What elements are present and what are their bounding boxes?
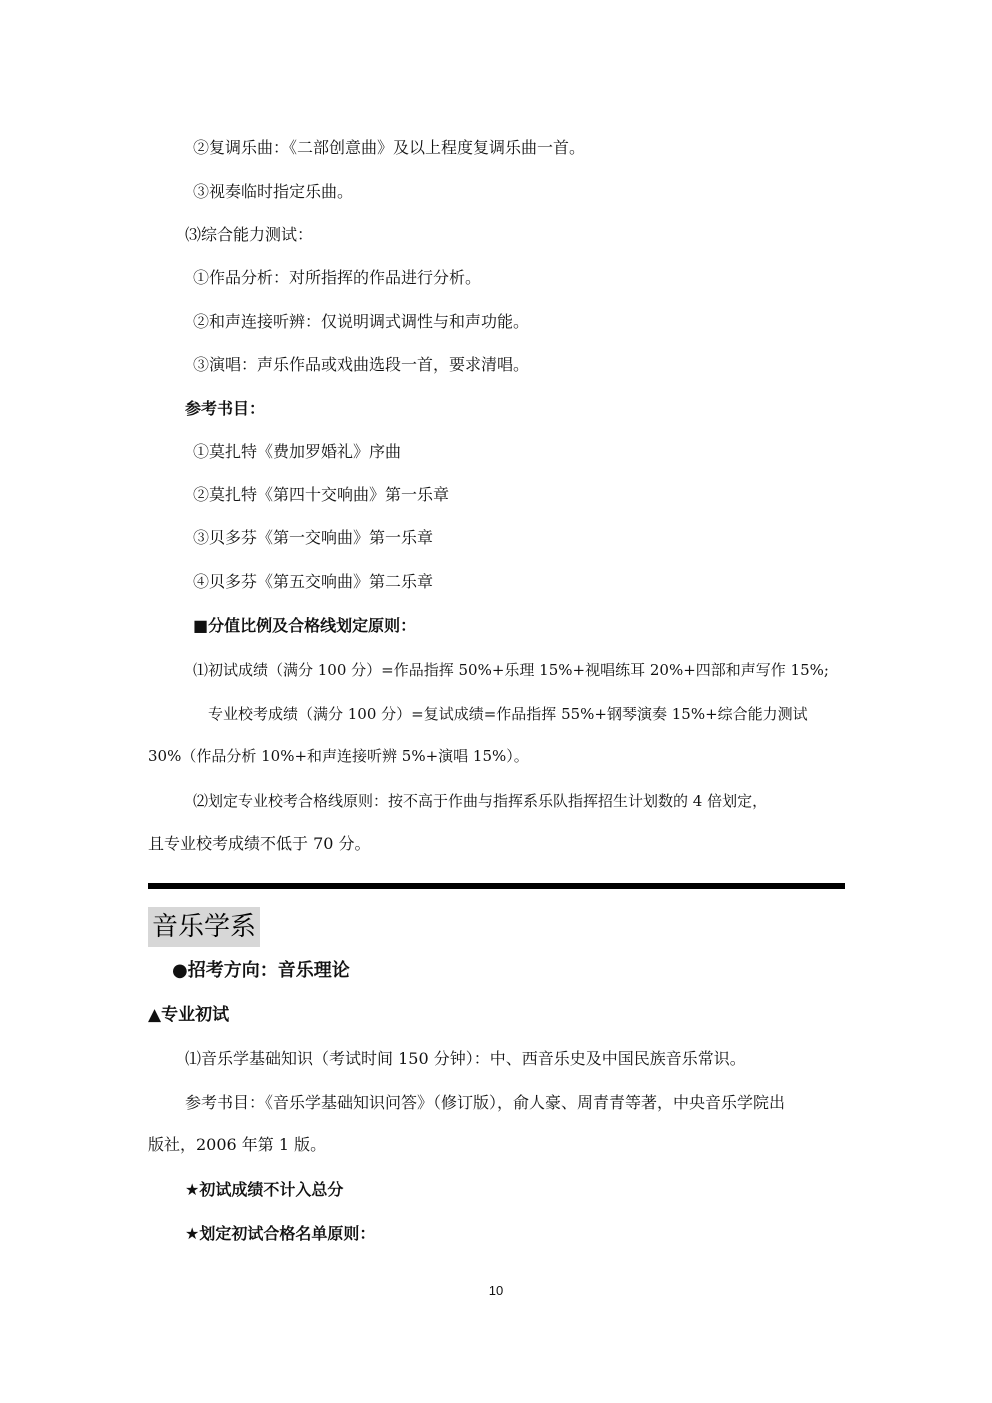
reference-book-3: ③贝多芬《第一交响曲》第一乐章	[193, 528, 434, 547]
reference-book-1: ①莫扎特《费加罗婚礼》序曲	[193, 442, 402, 461]
text-line-2: ③视奏临时指定乐曲。	[193, 182, 354, 201]
text-line-s1: ⑴音乐学基础知识（考试时间 150 分钟）：中、西音乐史及中国民族音乐常识。	[185, 1049, 746, 1068]
text-line-17: 且专业校考成绩不低于 70 分。	[148, 834, 371, 853]
section-divider	[148, 883, 845, 889]
score-ratio-heading: ■分值比例及合格线划定原则：	[193, 616, 417, 635]
reference-books-heading: 参考书目：	[185, 399, 266, 418]
text-line-s3: 版社，2006 年第 1 版。	[148, 1135, 327, 1154]
page-number: 10	[488, 1283, 504, 1298]
note-qualification-principle: ★划定初试合格名单原则：	[185, 1224, 376, 1243]
admission-direction-heading: ●招考方向：音乐理论	[172, 960, 350, 981]
text-line-s2: 参考书目：《音乐学基础知识问答》（修订版），俞人豪、周青青等著，中央音乐学院出	[185, 1093, 786, 1112]
text-line-15: 30%（作品分析 10%+和声连接听辨 5%+演唱 15%）。	[148, 747, 529, 765]
text-line-5: ②和声连接听辨：仅说明调式调性与和声功能。	[193, 312, 530, 331]
note-not-counted: ★初试成绩不计入总分	[185, 1180, 344, 1199]
section-title: 音乐学系	[148, 907, 260, 947]
initial-exam-heading: ▲专业初试	[148, 1005, 230, 1025]
reference-book-4: ④贝多芬《第五交响曲》第二乐章	[193, 572, 434, 591]
text-line-3: ⑶综合能力测试：	[185, 225, 314, 244]
text-line-4: ①作品分析：对所指挥的作品进行分析。	[193, 268, 482, 287]
text-line-16: ⑵划定专业校考合格线原则：按不高于作曲与指挥系乐队指挥招生计划数的 4 倍划定，	[193, 792, 768, 810]
text-line-1: ②复调乐曲：《二部创意曲》及以上程度复调乐曲一首。	[193, 138, 586, 157]
text-line-6: ③演唱：声乐作品或戏曲选段一首，要求清唱。	[193, 355, 530, 374]
reference-book-2: ②莫扎特《第四十交响曲》第一乐章	[193, 485, 450, 504]
text-line-14: 专业校考成绩（满分 100 分）=复试成绩=作品指挥 55%+钢琴演奏 15%+综合能力测试	[208, 705, 808, 723]
text-line-13: ⑴初试成绩（满分 100 分）=作品指挥 50%+乐理 15%+视唱练耳 20%+四部和声写作 15%;	[193, 661, 829, 679]
